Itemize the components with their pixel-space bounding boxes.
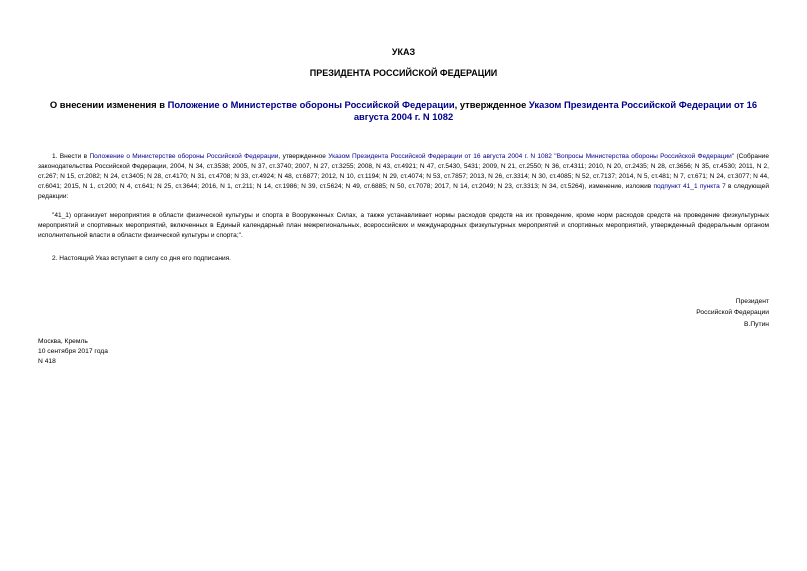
paragraph-1-body: (Собрание законодательства Российской Федерации, 2004, N 34, ст.3538; 2005, N 37, ст.3740; 2007, N 27, ст.3255; 2008, N 43, ст.4921; N 47, ст.5430, 5431; 2009, N 21, ст.2550; N 36, ст.4311; 2010, N 20, ст.2435; N 28, ст.3656; N 35, ст.4530; 2011, N 2, ст.267; N 15, ст.2082; N 24, ст.3405; N 28, ст.4170; N 31, ст.4708; N 33, ст.4924; N 48, ст.6877; 2012, N 10, ст.1194; N 29, ст.4074; N 53, ст.7857; 2013, N 26, ст.3314; N 30, ст.4085; N 52, ст.7137; 2014, N 5, ст.481; N 7, ст.671; N 24, ст.3077; N 44, ст.6041; 2015, N 1, ст.200; N 4, ст.641; N 25, ст.3644; 2016, N 1, ст.211; N 14, ст.1986; N 39, ст.5624; N 49, ст.6885; N 50, ст.7078; 2017, N 14, ст.2049; N 23, ст.3313; N 34, ст.5264), изменение, изложив <box>38 153 769 190</box>
decree-title: УКАЗ <box>391 47 416 57</box>
paragraph-1-middle: , утвержденное <box>278 153 329 160</box>
heading-link-decree[interactable]: Указом Президента Российской Федерации от 16 августа 2004 г. N 1082 <box>353 99 758 122</box>
decree-number: N 418 <box>38 358 56 366</box>
paragraph-3-entry-into-force: 2. Настоящий Указ вступает в силу со дня его подписания. <box>52 255 231 262</box>
paragraph-2-amendment-text: "41_1) организует мероприятия в области физической культуры и спорта в Вооруженных Силах, а также устанавливает нормы расходов средств на их проведение, кроме норм расходов средств на проведение физкультурных мероприятий и спортивных мероприятий, включенных в Единый календарный план межрегиональных, всероссийских и международных физкультурных мероприятий и спортивных мероприятий, утвержденный федеральным органом исполнительной власти в области физической культуры и спорта;". <box>38 212 769 239</box>
heading-link-regulation[interactable]: Положение о Министерстве обороны Российской Федерации <box>167 99 455 110</box>
paragraph-1-link-decree[interactable]: Указом Президента Российской Федерации от 16 августа 2004 г. N 1082 "Вопросы Министерства обороны Российской Федерации" <box>328 153 735 160</box>
signature-block <box>696 296 769 330</box>
signature-country: Российской Федерации <box>696 309 769 317</box>
heading-middle: , утвержденное <box>454 99 529 110</box>
paragraph-1-prefix: 1. Внести в <box>52 153 90 160</box>
signature-title: Президент <box>735 298 769 305</box>
place-date-block <box>38 337 108 368</box>
paragraph-1 <box>38 152 769 202</box>
decree-issuer: ПРЕЗИДЕНТА РОССИЙСКОЙ ФЕДЕРАЦИИ <box>309 68 498 78</box>
signature-name: В.Путин <box>744 320 769 328</box>
heading-prefix: О внесении изменения в <box>49 99 168 110</box>
paragraph-1-link-subclause[interactable]: подпункт 41_1 пункта 7 <box>653 182 726 190</box>
paragraph-1-suffix: в следующей редакции: <box>38 182 769 200</box>
place-location: Москва, Кремль <box>38 338 88 345</box>
place-date: 10 сентября 2017 года <box>38 348 108 356</box>
paragraph-1-link-regulation[interactable]: Положение о Министерстве обороны Российской Федерации <box>89 153 279 160</box>
decree-heading <box>40 99 767 123</box>
